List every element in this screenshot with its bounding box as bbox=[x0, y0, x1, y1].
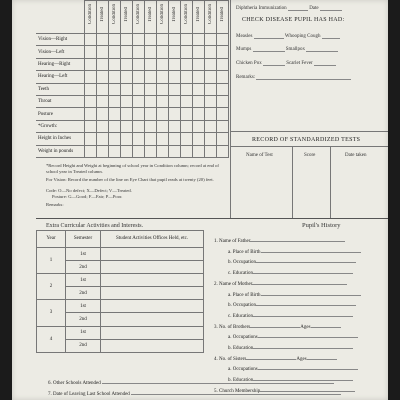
history-item-label: a. Place of Birth bbox=[228, 249, 261, 255]
tests-col-divider-1 bbox=[292, 146, 293, 218]
grid-col-header bbox=[145, 1, 157, 34]
history-item-label: 2. Name of Mother bbox=[214, 281, 253, 287]
history-item-line[interactable] bbox=[250, 236, 345, 242]
grid-col-header bbox=[193, 1, 205, 34]
grid-cell[interactable] bbox=[121, 46, 133, 58]
grid-cell[interactable] bbox=[193, 95, 205, 107]
grid-col-header-label: Treated bbox=[220, 6, 225, 23]
grid-cell[interactable] bbox=[217, 145, 229, 157]
semester-cell: 1st bbox=[66, 274, 101, 287]
grid-row-label: Throat bbox=[36, 95, 85, 107]
history-item-label: a. Place of Birth bbox=[228, 292, 261, 298]
date-line bbox=[320, 5, 342, 11]
grid-cell[interactable] bbox=[181, 71, 193, 83]
grid-cell[interactable] bbox=[157, 95, 169, 107]
grid-cell[interactable] bbox=[193, 71, 205, 83]
whooping-line bbox=[322, 33, 340, 39]
remarks-label-left: Remarks: bbox=[46, 202, 64, 207]
grid-cell[interactable] bbox=[133, 133, 145, 145]
grid-row bbox=[36, 120, 229, 132]
history-item-label: 4. No. of Sisters bbox=[214, 356, 247, 362]
history-item bbox=[212, 354, 372, 365]
grid-cell[interactable] bbox=[85, 133, 97, 145]
grid-cell[interactable] bbox=[109, 120, 121, 132]
grid-cell[interactable] bbox=[169, 133, 181, 145]
grid-cell[interactable] bbox=[169, 108, 181, 120]
activities-table bbox=[36, 230, 204, 353]
grid-cell[interactable] bbox=[97, 145, 109, 157]
grid-cell[interactable] bbox=[193, 108, 205, 120]
history-item-label: b. Education bbox=[228, 378, 254, 384]
grid-cell[interactable] bbox=[109, 71, 121, 83]
tests-header-rule bbox=[230, 146, 388, 147]
grid-row bbox=[36, 71, 229, 83]
history-item bbox=[212, 268, 372, 279]
grid-row-label: Height in Inches bbox=[36, 133, 85, 145]
grid-cell[interactable] bbox=[133, 120, 145, 132]
history-item bbox=[212, 322, 372, 333]
chicken-pox-label: Chicken Pox bbox=[236, 61, 262, 66]
grid-row bbox=[36, 133, 229, 145]
grid-cell[interactable] bbox=[217, 120, 229, 132]
grid-cell[interactable] bbox=[157, 145, 169, 157]
grid-cell[interactable] bbox=[205, 108, 217, 120]
grid-cell[interactable] bbox=[121, 58, 133, 70]
grid-cell[interactable] bbox=[133, 145, 145, 157]
grid-cell[interactable] bbox=[217, 71, 229, 83]
activities-header-row bbox=[37, 231, 204, 248]
tests-top-rule bbox=[230, 131, 388, 132]
year-header: Year bbox=[37, 231, 66, 248]
grid-cell[interactable] bbox=[205, 83, 217, 95]
history-item-line[interactable] bbox=[250, 322, 300, 328]
history-item-line[interactable] bbox=[246, 354, 296, 360]
grid-cell[interactable] bbox=[181, 34, 193, 46]
activity-cell[interactable] bbox=[101, 339, 204, 352]
activity-cell[interactable] bbox=[101, 326, 204, 339]
grid-cell[interactable] bbox=[181, 46, 193, 58]
test-col-name: Name of Test bbox=[246, 153, 273, 158]
history-item-label: b. Occupation bbox=[228, 303, 257, 309]
grid-cell[interactable] bbox=[133, 108, 145, 120]
grid-col-header-label: Condition bbox=[160, 4, 165, 25]
grid-cell[interactable] bbox=[205, 95, 217, 107]
grid-cell[interactable] bbox=[169, 71, 181, 83]
grid-cell[interactable] bbox=[169, 83, 181, 95]
tests-col-divider-2 bbox=[330, 146, 331, 218]
leaving-date-line bbox=[131, 389, 341, 395]
grid-cell[interactable] bbox=[85, 120, 97, 132]
grid-cell[interactable] bbox=[193, 83, 205, 95]
grid-cell[interactable] bbox=[85, 83, 97, 95]
grid-cell[interactable] bbox=[217, 133, 229, 145]
grid-row-label: Hearing—Right bbox=[36, 58, 85, 70]
grid-cell[interactable] bbox=[145, 145, 157, 157]
grid-col-header bbox=[109, 1, 121, 34]
history-item bbox=[212, 279, 372, 290]
whooping-label: Whooping Cough bbox=[284, 34, 321, 39]
history-item-line[interactable] bbox=[252, 279, 347, 285]
grid-col-header-label: Treated bbox=[148, 6, 153, 23]
measles-line bbox=[254, 33, 284, 39]
history-item-label: a. Occupations bbox=[228, 367, 258, 373]
grid-cell[interactable] bbox=[133, 71, 145, 83]
grid-cell[interactable] bbox=[205, 120, 217, 132]
grid-cell[interactable] bbox=[193, 58, 205, 70]
diphtheria-label: Diphtheria Immunization bbox=[236, 6, 287, 11]
grid-row-label: *Growth: bbox=[36, 120, 85, 132]
semester-cell: 2nd bbox=[66, 339, 101, 352]
test-col-score: Score bbox=[304, 153, 316, 158]
history-item bbox=[212, 236, 372, 247]
activity-cell[interactable] bbox=[101, 300, 204, 313]
grid-cell[interactable] bbox=[157, 71, 169, 83]
grid-col-header bbox=[217, 1, 229, 34]
activity-row bbox=[37, 274, 204, 287]
grid-cell[interactable] bbox=[157, 34, 169, 46]
health-grid bbox=[36, 0, 229, 158]
grid-row-label: Weight in pounds bbox=[36, 145, 85, 157]
history-item-line[interactable] bbox=[253, 268, 353, 274]
grid-col-header-label: Treated bbox=[196, 6, 201, 23]
grid-cell[interactable] bbox=[217, 108, 229, 120]
year-cell: 3 bbox=[37, 300, 66, 326]
scarlet-label: Scarlet Fever bbox=[286, 61, 313, 66]
history-item-line[interactable] bbox=[258, 332, 358, 338]
grid-cell[interactable] bbox=[145, 108, 157, 120]
grid-cell[interactable] bbox=[169, 120, 181, 132]
year-cell: 1 bbox=[37, 248, 66, 274]
grid-cell[interactable] bbox=[121, 108, 133, 120]
grid-cell[interactable] bbox=[145, 95, 157, 107]
grid-cell[interactable] bbox=[193, 133, 205, 145]
history-item-label: b. Occupation bbox=[228, 260, 257, 266]
grid-cell[interactable] bbox=[217, 83, 229, 95]
activities-body bbox=[37, 248, 204, 353]
grid-col-header-label: Condition bbox=[112, 4, 117, 25]
grid-row bbox=[36, 58, 229, 70]
grid-cell[interactable] bbox=[109, 108, 121, 120]
grid-cell[interactable] bbox=[145, 83, 157, 95]
grid-cell[interactable] bbox=[205, 71, 217, 83]
grid-cell[interactable] bbox=[157, 46, 169, 58]
grid-cell[interactable] bbox=[193, 145, 205, 157]
history-item bbox=[212, 300, 372, 311]
history-ages-label: Ages bbox=[300, 324, 311, 330]
grid-cell[interactable] bbox=[121, 145, 133, 157]
history-item bbox=[212, 332, 372, 343]
history-item-label: 5. Church Membership bbox=[214, 388, 261, 394]
grid-cell[interactable] bbox=[145, 46, 157, 58]
semester-cell: 1st bbox=[66, 300, 101, 313]
history-item bbox=[212, 311, 372, 322]
test-col-date: Date taken bbox=[345, 153, 367, 158]
activities-header: Student Activities Offices Held, etc. bbox=[101, 231, 204, 248]
grid-cell[interactable] bbox=[109, 133, 121, 145]
grid-col-header bbox=[181, 1, 193, 34]
grid-cell[interactable] bbox=[133, 95, 145, 107]
remarks-row-right bbox=[236, 74, 351, 80]
date-label: Date bbox=[309, 6, 319, 11]
grid-cell[interactable] bbox=[193, 120, 205, 132]
remarks-label-right: Remarks: bbox=[236, 75, 256, 80]
smallpox-line bbox=[306, 46, 338, 52]
grid-cell[interactable] bbox=[217, 95, 229, 107]
grid-row bbox=[36, 145, 229, 157]
leaving-date-label: 7. Date of Leaving Last School Attended bbox=[48, 392, 130, 397]
record-card bbox=[12, 0, 388, 400]
grid-cell[interactable] bbox=[109, 46, 121, 58]
activity-row bbox=[37, 326, 204, 339]
history-item bbox=[212, 364, 372, 375]
grid-cell[interactable] bbox=[97, 71, 109, 83]
grid-cell[interactable] bbox=[145, 71, 157, 83]
leaving-date-row bbox=[48, 389, 341, 397]
history-list bbox=[212, 236, 372, 397]
grid-cell[interactable] bbox=[205, 46, 217, 58]
grid-cell[interactable] bbox=[205, 34, 217, 46]
grid-cell[interactable] bbox=[97, 46, 109, 58]
history-item bbox=[212, 290, 372, 301]
activities-title: Extra Curricular Activities and Interests. bbox=[46, 223, 144, 229]
history-item-line[interactable] bbox=[258, 364, 358, 370]
smallpox-label: Smallpox bbox=[285, 47, 305, 52]
mumps-label: Mumps bbox=[236, 47, 252, 52]
grid-cell[interactable] bbox=[85, 46, 97, 58]
grid-cell[interactable] bbox=[217, 34, 229, 46]
grid-col-header-label: Treated bbox=[124, 6, 129, 23]
activity-cell[interactable] bbox=[101, 274, 204, 287]
grid-cell[interactable] bbox=[181, 58, 193, 70]
grid-cell[interactable] bbox=[97, 108, 109, 120]
code-note: Code: O—No defect; X—Defect; V—Treated. bbox=[46, 188, 132, 193]
grid-cell[interactable] bbox=[205, 58, 217, 70]
history-ages-line[interactable] bbox=[307, 354, 337, 360]
grid-cell[interactable] bbox=[181, 120, 193, 132]
grid-cell[interactable] bbox=[169, 95, 181, 107]
year-cell: 4 bbox=[37, 326, 66, 352]
scarlet-line bbox=[314, 60, 336, 66]
grid-cell[interactable] bbox=[85, 108, 97, 120]
grid-row-label: Teeth bbox=[36, 83, 85, 95]
grid-cell[interactable] bbox=[181, 145, 193, 157]
grid-cell[interactable] bbox=[145, 133, 157, 145]
mumps-row bbox=[236, 46, 338, 52]
grid-cell[interactable] bbox=[169, 34, 181, 46]
grid-col-header-label: Condition bbox=[88, 4, 93, 25]
posture-note: Posture: G—Good; F—Fair; P—Poor. bbox=[52, 194, 123, 199]
grid-row bbox=[36, 34, 229, 46]
history-item-label: a. Occupations bbox=[228, 335, 258, 341]
grid-cell[interactable] bbox=[169, 46, 181, 58]
grid-cell[interactable] bbox=[85, 145, 97, 157]
right-divider bbox=[230, 0, 231, 218]
other-schools-row bbox=[48, 378, 334, 386]
measles-label: Measles bbox=[236, 34, 253, 39]
semester-header: Semester bbox=[66, 231, 101, 248]
grid-cell[interactable] bbox=[169, 58, 181, 70]
semester-cell: 2nd bbox=[66, 261, 101, 274]
section-separator bbox=[36, 218, 388, 219]
grid-cell[interactable] bbox=[121, 120, 133, 132]
history-item-line[interactable] bbox=[253, 311, 353, 317]
chicken-pox-row bbox=[236, 60, 336, 66]
grid-col-header bbox=[157, 1, 169, 34]
grid-cell[interactable] bbox=[121, 133, 133, 145]
grid-row bbox=[36, 46, 229, 58]
grid-cell[interactable] bbox=[181, 95, 193, 107]
history-title: Pupil's History bbox=[302, 222, 341, 229]
semester-cell: 1st bbox=[66, 326, 101, 339]
grid-cell[interactable] bbox=[133, 83, 145, 95]
activity-row bbox=[37, 248, 204, 261]
history-item-line[interactable] bbox=[256, 300, 356, 306]
check-disease-title: CHECK DISEASE PUPIL HAS HAD: bbox=[242, 17, 345, 23]
grid-header-row bbox=[36, 1, 229, 34]
history-item-label: c. Education bbox=[228, 313, 253, 319]
vision-note: For Vision: Record the number of the line on Eye Chart that pupil reads at twenty (20) feet. bbox=[46, 177, 214, 182]
grid-cell[interactable] bbox=[133, 58, 145, 70]
grid-row bbox=[36, 95, 229, 107]
grid-col-header-label: Condition bbox=[208, 4, 213, 25]
grid-col-header-label: Condition bbox=[184, 4, 189, 25]
activity-cell[interactable] bbox=[101, 313, 204, 326]
grid-cell[interactable] bbox=[109, 83, 121, 95]
history-item bbox=[212, 257, 372, 268]
tests-title: RECORD OF STANDARDIZED TESTS bbox=[252, 137, 361, 143]
grid-cell[interactable] bbox=[181, 108, 193, 120]
history-item bbox=[212, 343, 372, 354]
history-item-line[interactable] bbox=[253, 343, 353, 349]
history-item bbox=[212, 247, 372, 258]
grid-cell[interactable] bbox=[157, 133, 169, 145]
grid-cell[interactable] bbox=[145, 58, 157, 70]
other-schools-label: 6. Other Schools Attended bbox=[48, 381, 101, 386]
height-weight-note: *Record Height and Weight at beginning of school year in Condition column; record at end of school year in Treated column. bbox=[46, 163, 219, 174]
grid-cell[interactable] bbox=[157, 83, 169, 95]
grid-cell[interactable] bbox=[121, 71, 133, 83]
activity-cell[interactable] bbox=[101, 287, 204, 300]
grid-col-header-label: Condition bbox=[136, 4, 141, 25]
grid-cell[interactable] bbox=[121, 95, 133, 107]
grid-cell[interactable] bbox=[97, 83, 109, 95]
grid-row bbox=[36, 83, 229, 95]
grid-cell[interactable] bbox=[217, 58, 229, 70]
grid-cell[interactable] bbox=[217, 46, 229, 58]
grid-cell[interactable] bbox=[157, 108, 169, 120]
history-item-label: c. Education bbox=[228, 271, 253, 277]
grid-col-header-label: Treated bbox=[172, 6, 177, 23]
activity-cell[interactable] bbox=[101, 248, 204, 261]
grid-cell[interactable] bbox=[205, 145, 217, 157]
grid-col-header bbox=[169, 1, 181, 34]
diphtheria-row bbox=[236, 5, 342, 11]
history-item-label: 3. No. of Brothers bbox=[214, 324, 251, 330]
semester-cell: 1st bbox=[66, 248, 101, 261]
grid-cell[interactable] bbox=[133, 46, 145, 58]
history-ages-label: Ages bbox=[296, 356, 307, 362]
remarks-line-right bbox=[256, 74, 351, 80]
grid-cell[interactable] bbox=[97, 120, 109, 132]
grid-col-header bbox=[205, 1, 217, 34]
semester-cell: 2nd bbox=[66, 287, 101, 300]
grid-cell[interactable] bbox=[85, 34, 97, 46]
grid-cell[interactable] bbox=[169, 145, 181, 157]
grid-row-label: Hearing—Left bbox=[36, 71, 85, 83]
grid-cell[interactable] bbox=[133, 34, 145, 46]
grid-col-header bbox=[85, 1, 97, 34]
grid-body bbox=[36, 34, 229, 158]
history-item-line[interactable] bbox=[256, 257, 356, 263]
history-ages-line[interactable] bbox=[311, 322, 341, 328]
grid-cell[interactable] bbox=[145, 34, 157, 46]
grid-cell[interactable] bbox=[85, 95, 97, 107]
grid-cell[interactable] bbox=[157, 120, 169, 132]
grid-cell[interactable] bbox=[97, 58, 109, 70]
mumps-line bbox=[253, 46, 285, 52]
grid-cell[interactable] bbox=[109, 58, 121, 70]
history-item-label: 1. Name of Father bbox=[214, 239, 251, 244]
semester-cell: 2nd bbox=[66, 313, 101, 326]
year-cell: 2 bbox=[37, 274, 66, 300]
grid-cell[interactable] bbox=[121, 34, 133, 46]
history-item-line[interactable] bbox=[261, 247, 361, 253]
grid-cell[interactable] bbox=[85, 58, 97, 70]
grid-col-header bbox=[121, 1, 133, 34]
history-item-line[interactable] bbox=[261, 290, 361, 296]
grid-col-header bbox=[133, 1, 145, 34]
grid-row-label: Vision—Left bbox=[36, 46, 85, 58]
grid-cell[interactable] bbox=[121, 83, 133, 95]
grid-cell[interactable] bbox=[109, 95, 121, 107]
grid-cell[interactable] bbox=[205, 133, 217, 145]
grid-row-label: Vision—Right bbox=[36, 34, 85, 46]
grid-cell[interactable] bbox=[109, 34, 121, 46]
grid-cell[interactable] bbox=[97, 133, 109, 145]
grid-cell[interactable] bbox=[181, 133, 193, 145]
grid-row bbox=[36, 108, 229, 120]
grid-cell[interactable] bbox=[109, 145, 121, 157]
grid-col-header bbox=[97, 1, 109, 34]
grid-corner bbox=[36, 1, 85, 34]
diphtheria-line bbox=[288, 5, 308, 11]
chicken-pox-line bbox=[263, 60, 285, 66]
grid-cell[interactable] bbox=[97, 34, 109, 46]
grid-col-header-label: Treated bbox=[100, 6, 105, 23]
grid-cell[interactable] bbox=[145, 120, 157, 132]
grid-cell[interactable] bbox=[85, 71, 97, 83]
measles-row bbox=[236, 33, 340, 39]
activity-cell[interactable] bbox=[101, 261, 204, 274]
grid-cell[interactable] bbox=[97, 95, 109, 107]
grid-cell[interactable] bbox=[193, 34, 205, 46]
grid-cell[interactable] bbox=[157, 58, 169, 70]
grid-row-label: Posture bbox=[36, 108, 85, 120]
other-schools-line bbox=[102, 378, 334, 384]
activity-row bbox=[37, 300, 204, 313]
grid-cell[interactable] bbox=[193, 46, 205, 58]
history-item-label: b. Education bbox=[228, 346, 254, 352]
grid-cell[interactable] bbox=[181, 83, 193, 95]
